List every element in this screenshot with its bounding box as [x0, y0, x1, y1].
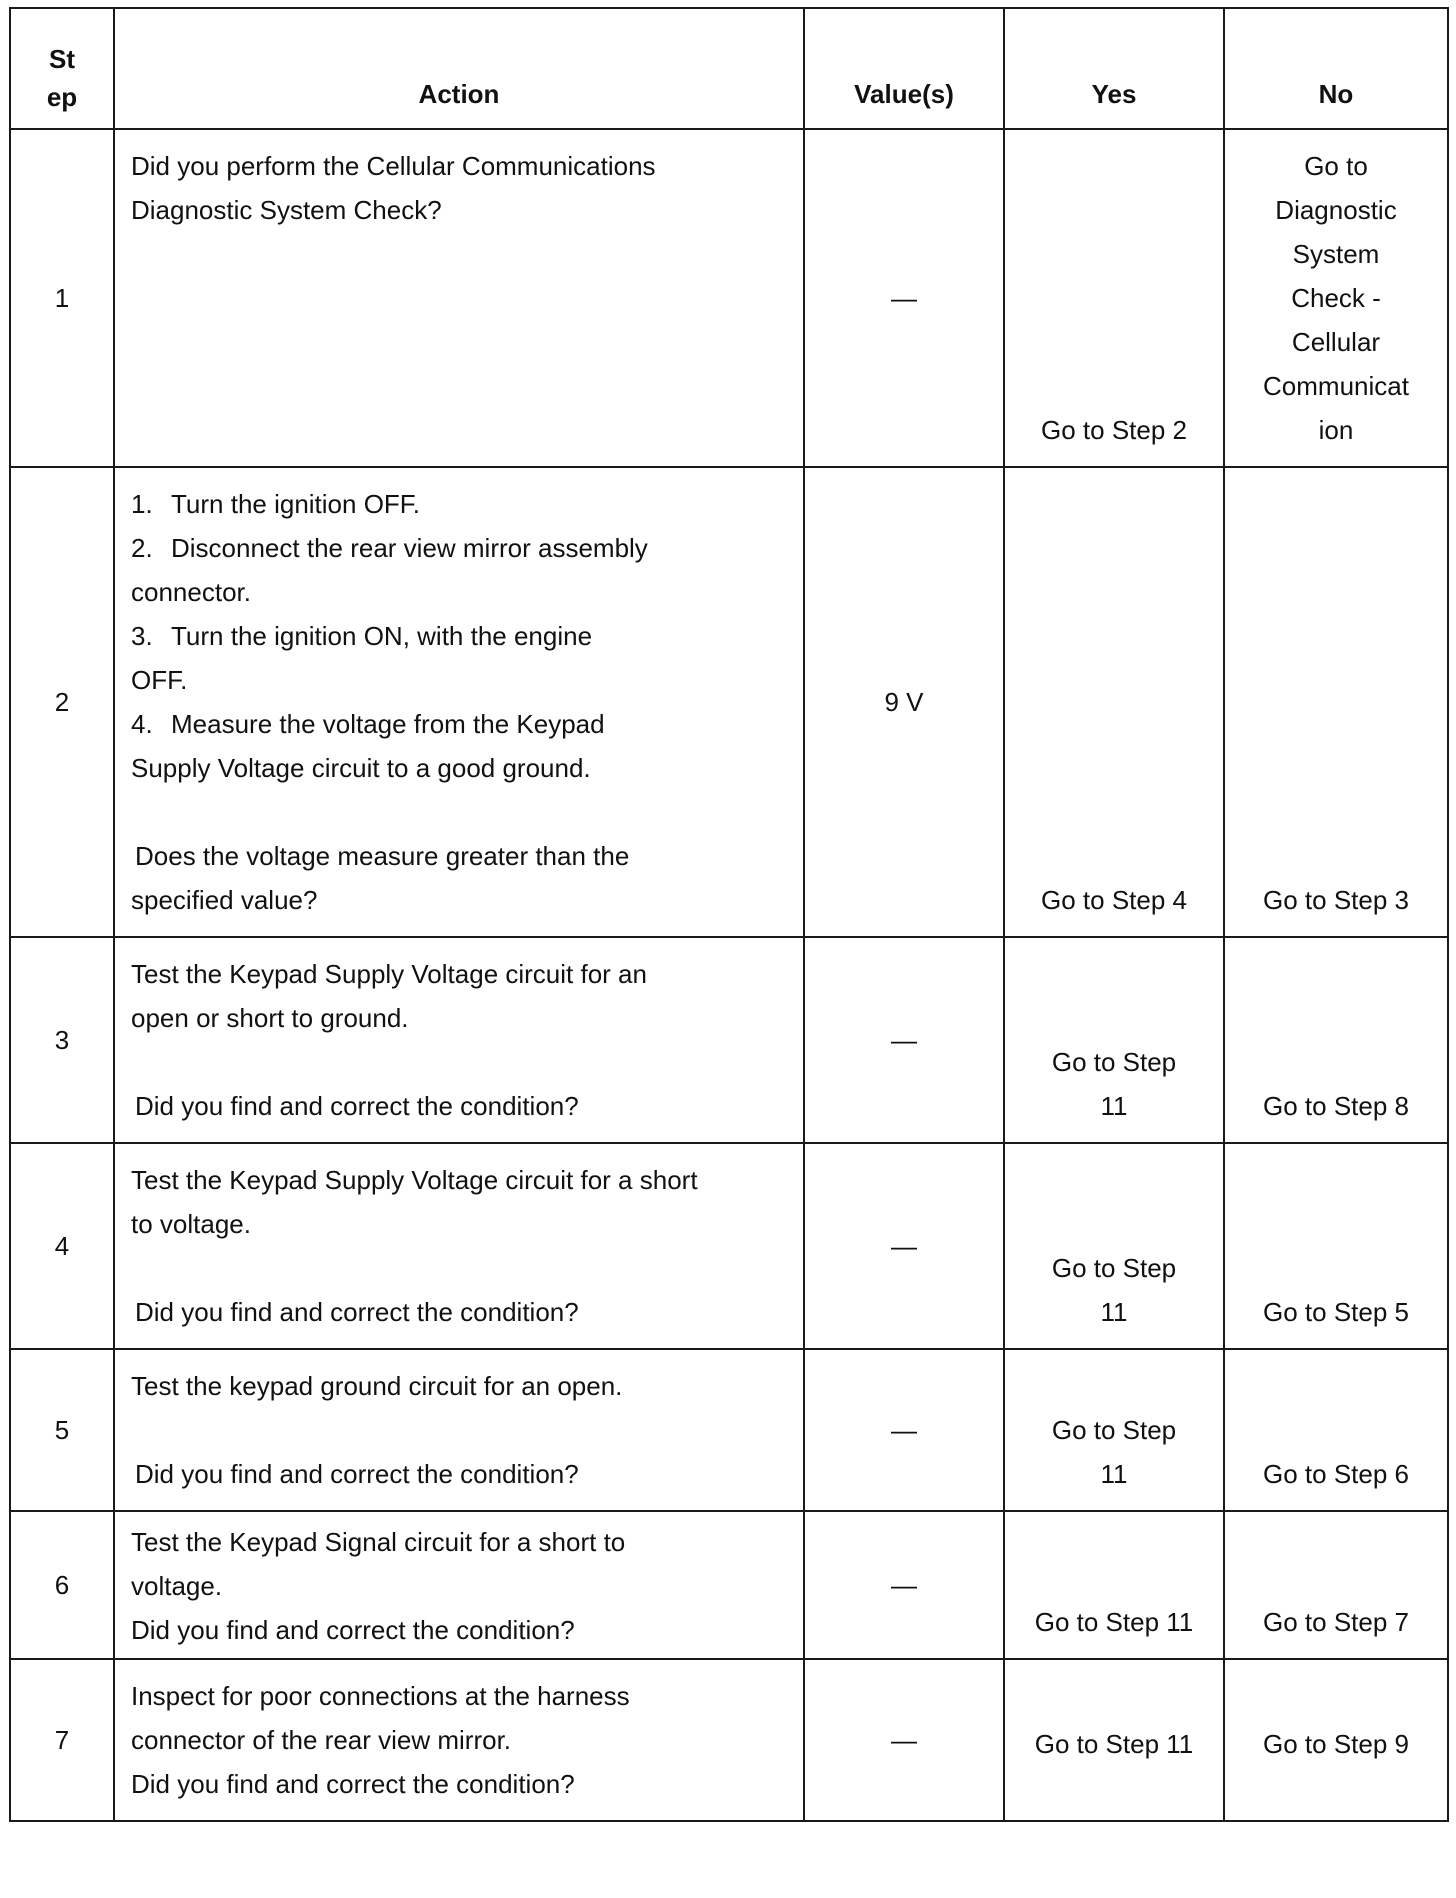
value-cell: — — [804, 937, 1004, 1143]
yes-link[interactable] — [1005, 1040, 1223, 1142]
yes-link[interactable]: Go to Step 4 — [1041, 885, 1187, 915]
no-text: Communicat — [1263, 371, 1409, 401]
yes-cell — [1004, 1511, 1224, 1659]
yes-text: Go to Step — [1051, 1047, 1177, 1077]
action-text: open or short to ground. — [131, 1003, 409, 1033]
yes-cell — [1004, 1143, 1224, 1349]
header-values: Value(s) — [804, 8, 1004, 129]
action-text: voltage. — [131, 1571, 223, 1601]
table-row — [10, 1349, 1448, 1511]
action-text: Test the Keypad Signal circuit for a short to — [131, 1527, 626, 1557]
yes-link[interactable]: Go to Step 11 — [1034, 1729, 1194, 1759]
action-text: Test the Keypad Supply Voltage circuit for a short — [131, 1165, 698, 1195]
no-link[interactable]: Go to Step 6 — [1263, 1459, 1409, 1489]
instruction-continuation: connector. — [131, 577, 251, 607]
question-text: specified value? — [131, 885, 318, 915]
value-cell: 9 V — [804, 467, 1004, 937]
yes-cell — [1004, 129, 1224, 467]
yes-cell — [1004, 937, 1224, 1143]
header-row — [10, 8, 1448, 129]
action-text: Test the Keypad Supply Voltage circuit for an — [131, 959, 647, 989]
action-cell — [114, 129, 804, 467]
question-text: Does the voltage measure greater than the — [135, 841, 630, 871]
step-number: 2 — [10, 467, 114, 937]
yes-text: 11 — [1100, 1459, 1128, 1489]
instruction-continuation: OFF. — [131, 665, 188, 695]
instruction-item: 1. Turn the ignition OFF. — [131, 489, 421, 519]
yes-cell — [1004, 1349, 1224, 1511]
yes-link[interactable] — [1005, 1408, 1223, 1510]
table-row — [10, 937, 1448, 1143]
no-link[interactable]: Go to Step 9 — [1263, 1729, 1409, 1759]
header-yes: Yes — [1004, 8, 1224, 129]
value-cell: — — [804, 1349, 1004, 1511]
yes-cell — [1004, 1659, 1224, 1821]
yes-link[interactable]: Go to Step 2 — [1041, 415, 1187, 445]
diagnostic-table — [9, 7, 1449, 1822]
no-link[interactable] — [1225, 130, 1447, 466]
yes-link[interactable] — [1005, 1246, 1223, 1348]
action-cell — [114, 1511, 804, 1659]
step-number: 1 — [10, 129, 114, 467]
question-text: Did you find and correct the condition? — [135, 1297, 579, 1327]
no-text: System — [1292, 239, 1380, 269]
action-text: Inspect for poor connections at the harness — [131, 1681, 630, 1711]
value-cell: — — [804, 1511, 1004, 1659]
step-number: 5 — [10, 1349, 114, 1511]
no-text: Diagnostic — [1275, 195, 1397, 225]
no-text: Cellular — [1291, 327, 1381, 357]
question-text: Did you find and correct the condition? — [135, 1459, 579, 1489]
table-row — [10, 1511, 1448, 1659]
yes-text: Go to Step — [1051, 1253, 1177, 1283]
yes-cell — [1004, 467, 1224, 937]
table-row — [10, 1659, 1448, 1821]
no-cell — [1224, 1511, 1448, 1659]
action-text: Diagnostic System Check? — [131, 195, 442, 225]
action-text: connector of the rear view mirror. — [131, 1725, 512, 1755]
header-action: Action — [114, 8, 804, 129]
table-row — [10, 1143, 1448, 1349]
value-cell: — — [804, 1659, 1004, 1821]
header-step-line: St — [49, 44, 75, 74]
no-cell — [1224, 937, 1448, 1143]
action-cell — [114, 1143, 804, 1349]
no-link[interactable]: Go to Step 7 — [1263, 1607, 1409, 1637]
instruction-item: 4. Measure the voltage from the Keypad — [131, 709, 605, 739]
no-text: ion — [1318, 415, 1354, 445]
question-text: Did you find and correct the condition? — [131, 1769, 575, 1799]
no-link[interactable]: Go to Step 5 — [1263, 1297, 1409, 1327]
instruction-item: 2. Disconnect the rear view mirror assembly — [131, 533, 648, 563]
header-no: No — [1224, 8, 1448, 129]
no-cell — [1224, 467, 1448, 937]
action-text: Did you perform the Cellular Communications — [131, 151, 656, 181]
step-number: 6 — [10, 1511, 114, 1659]
table-row — [10, 129, 1448, 467]
yes-link[interactable]: Go to Step 11 — [1034, 1607, 1194, 1637]
header-step — [10, 8, 114, 129]
action-cell — [114, 467, 804, 937]
yes-text: 11 — [1100, 1091, 1128, 1121]
instruction-continuation: Supply Voltage circuit to a good ground. — [131, 753, 591, 783]
no-cell — [1224, 1349, 1448, 1511]
header-step-line: ep — [46, 82, 78, 112]
step-number: 4 — [10, 1143, 114, 1349]
action-cell — [114, 937, 804, 1143]
no-text: Go to — [1304, 151, 1368, 181]
no-link[interactable]: Go to Step 3 — [1263, 885, 1409, 915]
table-row — [10, 467, 1448, 937]
yes-text: Go to Step — [1051, 1415, 1177, 1445]
action-cell — [114, 1659, 804, 1821]
no-cell — [1224, 129, 1448, 467]
step-number: 3 — [10, 937, 114, 1143]
question-text: Did you find and correct the condition? — [135, 1091, 579, 1121]
action-text: Test the keypad ground circuit for an open. — [131, 1371, 623, 1401]
no-cell — [1224, 1659, 1448, 1821]
value-cell: — — [804, 1143, 1004, 1349]
instruction-item: 3. Turn the ignition ON, with the engine — [131, 621, 593, 651]
question-text: Did you find and correct the condition? — [131, 1615, 575, 1645]
step-number: 7 — [10, 1659, 114, 1821]
action-cell — [114, 1349, 804, 1511]
action-text: to voltage. — [131, 1209, 251, 1239]
no-link[interactable]: Go to Step 8 — [1263, 1091, 1409, 1121]
yes-text: 11 — [1100, 1297, 1128, 1327]
no-text: Check - — [1291, 283, 1381, 313]
value-cell: — — [804, 129, 1004, 467]
no-cell — [1224, 1143, 1448, 1349]
